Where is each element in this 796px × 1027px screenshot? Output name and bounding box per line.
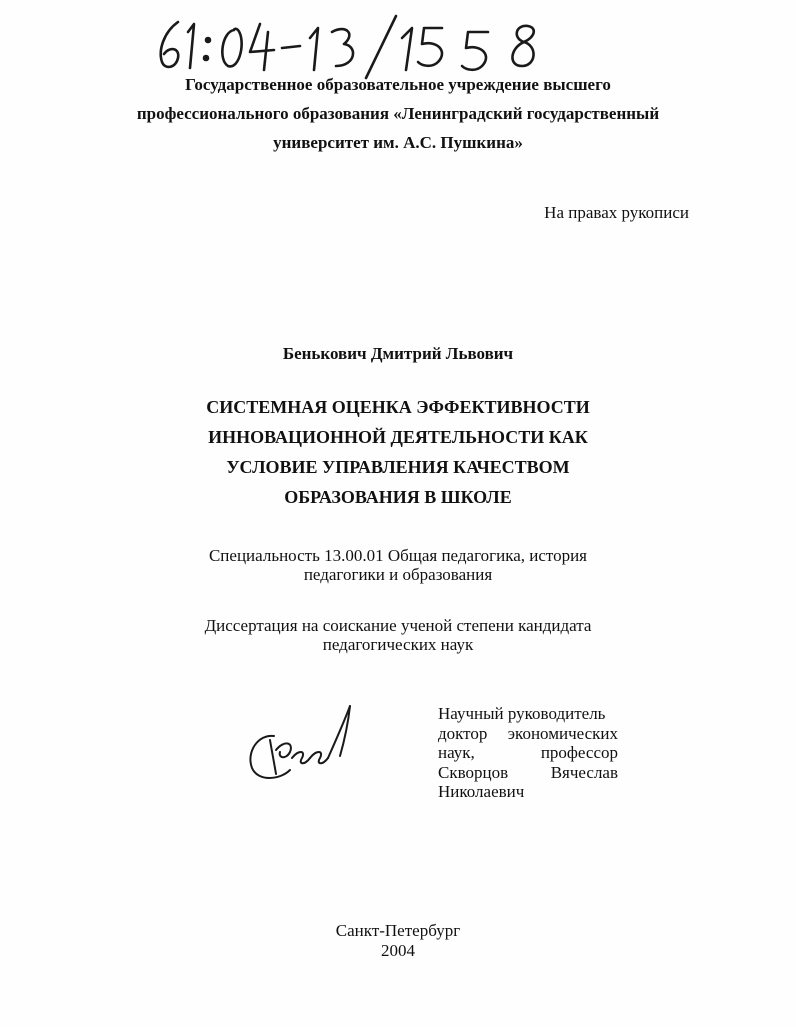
specialty-line-2: педагогики и образования (303, 565, 493, 584)
handwritten-signature (240, 700, 360, 790)
dissertation-title (100, 392, 696, 512)
author-name: Бенькович Дмитрий Львович (282, 344, 514, 363)
title-line-1: СИСТЕМНАЯ ОЦЕНКА ЭФФЕКТИВНОСТИ (206, 397, 590, 417)
title-line-3: УСЛОВИЕ УПРАВЛЕНИЯ КАЧЕСТВОМ (226, 457, 570, 477)
degree-line-1: Диссертация на соискание ученой степени кандидата (204, 616, 592, 635)
city: Санкт-Петербург (335, 921, 461, 940)
institution-name (100, 70, 696, 157)
supervisor-line-4 (438, 763, 618, 783)
title-line-2: ИННОВАЦИОННОЙ ДЕЯТЕЛЬНОСТИ КАК (208, 427, 588, 447)
supervisor-role: Научный руководитель (438, 704, 606, 723)
specialty (100, 546, 696, 584)
specialty-line-1: Специальность 13.00.01 Общая педагогика, история (208, 546, 588, 565)
supervisor-surname: Скворцов (438, 762, 509, 782)
supervisor-degree-word-1: доктор (438, 723, 488, 743)
supervisor-degree-word-3: наук, (438, 743, 475, 762)
degree-statement (100, 616, 696, 654)
institution-line-1: Государственное образовательное учреждение высшего (185, 75, 611, 94)
title-line-4: ОБРАЗОВАНИЯ В ШКОЛЕ (284, 487, 512, 507)
supervisor-line-3 (438, 743, 618, 763)
year: 2004 (381, 941, 415, 960)
supervisor-line-5 (438, 782, 618, 802)
place-and-year (0, 921, 796, 961)
institution-line-2: профессионального образования «Ленинградский государственный (136, 104, 660, 123)
scientific-supervisor (438, 704, 618, 802)
supervisor-line-1 (438, 704, 618, 724)
rights-note: На правах рукописи (544, 203, 689, 222)
supervisor-title: профессор (540, 743, 618, 762)
supervisor-patronymic: Николаевич (438, 782, 525, 801)
supervisor-first-name: Вячеслав (550, 762, 618, 782)
institution-line-3: университет им. А.С. Пушкина» (273, 133, 523, 152)
supervisor-line-2 (438, 724, 618, 744)
supervisor-degree-word-2: экономических (507, 723, 618, 743)
degree-line-2: педагогических наук (322, 635, 474, 654)
